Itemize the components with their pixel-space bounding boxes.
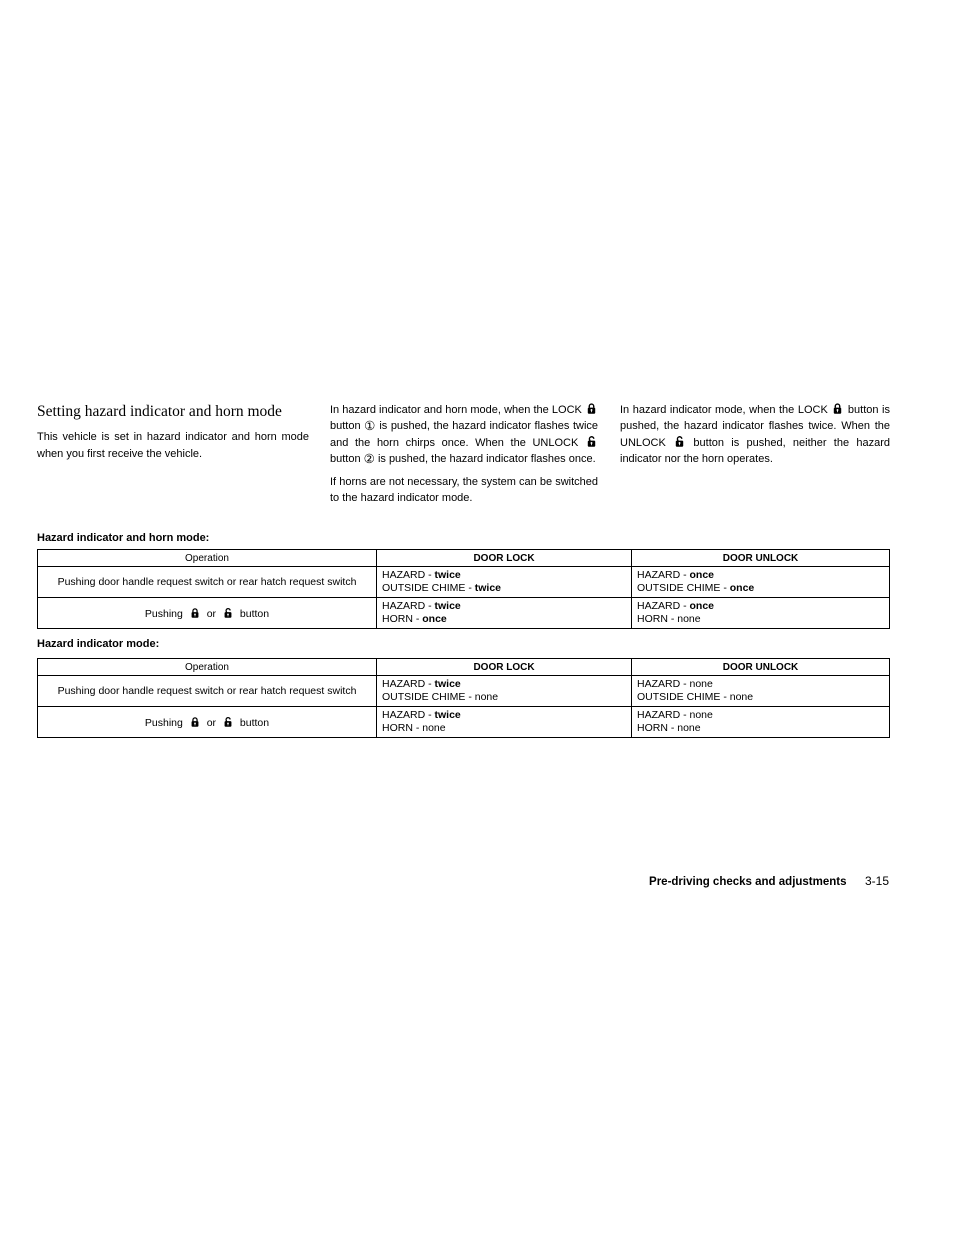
table-row [38,598,890,629]
table-row [38,676,890,707]
callout-2-icon: ② [363,452,375,467]
result-line [637,582,884,595]
door-lock-cell [377,598,632,629]
result-line [382,709,626,722]
col-header-operation: Operation [38,550,377,567]
footer-section-title: Pre-driving checks and adjustments [649,876,847,888]
result-text: HAZARD - [637,600,690,612]
hazard-indicator-mode-table [37,658,890,738]
middle-column [330,402,598,512]
callout-1-icon: ① [364,419,376,434]
unlock-icon [585,435,598,448]
result-line [637,613,884,626]
result-text: OUTSIDE CHIME - none [382,690,499,703]
text-segment: button [330,420,361,433]
unlock-icon [222,716,234,728]
text-segment: button is pushed, the hazard indicator flashes twice. When the UNLOCK [620,404,890,449]
result-line [382,678,626,691]
result-text: HAZARD - [382,569,435,581]
page-footer [649,872,889,890]
hazard-indicator-horn-mode-table [37,549,890,629]
operation-cell [38,598,377,629]
left-body-paragraph: This vehicle is set in hazard indicator and horn mode when you first receive the vehicle. [37,431,309,460]
text-segment: is pushed, the hazard indicator flashes twice and the horn chirps once. When the UNLOCK [330,420,598,449]
door-lock-cell [377,676,632,707]
table1-caption: Hazard indicator and horn mode: [37,532,210,544]
col-header-door-lock: DOOR LOCK [377,550,632,567]
result-emphasis: once [729,581,755,594]
col-header-door-unlock: DOOR UNLOCK [632,659,890,676]
result-emphasis: once [689,569,715,581]
result-text: HAZARD - [637,569,690,581]
result-text: HAZARD - [382,678,435,690]
right-column [620,402,890,474]
result-line [382,582,626,595]
text-segment: In hazard indicator and horn mode, when the LOCK [330,404,582,416]
text-segment: Pushing [144,607,183,620]
text-segment: or [206,716,217,729]
result-text: HORN - none [637,612,701,625]
result-line [637,709,884,722]
door-lock-cell [377,567,632,598]
result-emphasis: twice [434,600,461,612]
result-line [382,722,626,735]
table-header-row [38,659,890,676]
lock-icon [831,402,844,415]
text-segment: button [239,607,270,620]
result-emphasis: twice [474,581,502,594]
operation-cell [38,707,377,738]
col-header-door-lock: DOOR LOCK [377,659,632,676]
result-line [637,691,884,704]
table2-caption: Hazard indicator mode: [37,638,160,650]
result-text: OUTSIDE CHIME - [637,581,730,594]
footer-page-number: 3-15 [864,874,889,888]
result-emphasis: twice [434,569,461,581]
result-text: HORN - none [382,721,446,734]
text-segment: button [330,453,361,466]
text-segment: button is pushed, neither the hazard indicator nor the horn operates. [620,436,891,466]
text-segment: is pushed, the hazard indicator flashes once. [377,453,596,466]
result-text: HAZARD - [382,709,435,721]
left-column [37,402,309,468]
result-text: HAZARD - none [637,709,713,721]
result-emphasis: twice [434,678,461,690]
door-lock-cell [377,707,632,738]
result-line [382,613,626,626]
result-text: HORN - [382,612,423,625]
result-emphasis: once [422,612,447,625]
result-line [637,678,884,691]
text-segment: In hazard indicator mode, when the LOCK [620,404,828,416]
door-unlock-cell [632,567,890,598]
lock-icon [189,716,201,728]
result-text: OUTSIDE CHIME - [382,581,475,594]
table-row [38,707,890,738]
result-line [382,691,626,704]
unlock-icon [222,607,234,619]
result-emphasis: once [689,600,715,612]
text-segment: Pushing [144,716,183,729]
col-header-operation: Operation [38,659,377,676]
text-segment: button [239,716,270,729]
middle-paragraph-1 [330,402,598,468]
result-line [382,600,626,613]
unlock-icon [673,435,686,448]
right-paragraph-1 [620,402,890,468]
result-line [637,722,884,735]
table-header-row [38,550,890,567]
result-line [637,600,884,613]
door-unlock-cell [632,676,890,707]
result-line [382,569,626,582]
operation-cell: Pushing door handle request switch or rear hatch request switch [38,567,377,598]
lock-icon [189,607,201,619]
operation-cell: Pushing door handle request switch or rear hatch request switch [38,676,377,707]
result-text: HAZARD - [382,600,435,612]
table-row [38,567,890,598]
result-line [637,569,884,582]
middle-paragraph-2: If horns are not necessary, the system can be switched to the hazard indicator mode. [330,475,598,505]
result-text: HORN - none [637,721,701,734]
result-emphasis: twice [434,709,461,721]
text-segment: or [206,607,217,620]
section-heading: Setting hazard indicator and horn mode [37,403,282,420]
door-unlock-cell [632,598,890,629]
lock-icon [585,402,598,415]
result-text: HAZARD - none [637,678,713,690]
door-unlock-cell [632,707,890,738]
col-header-door-unlock: DOOR UNLOCK [632,550,890,567]
result-text: OUTSIDE CHIME - none [637,690,754,703]
